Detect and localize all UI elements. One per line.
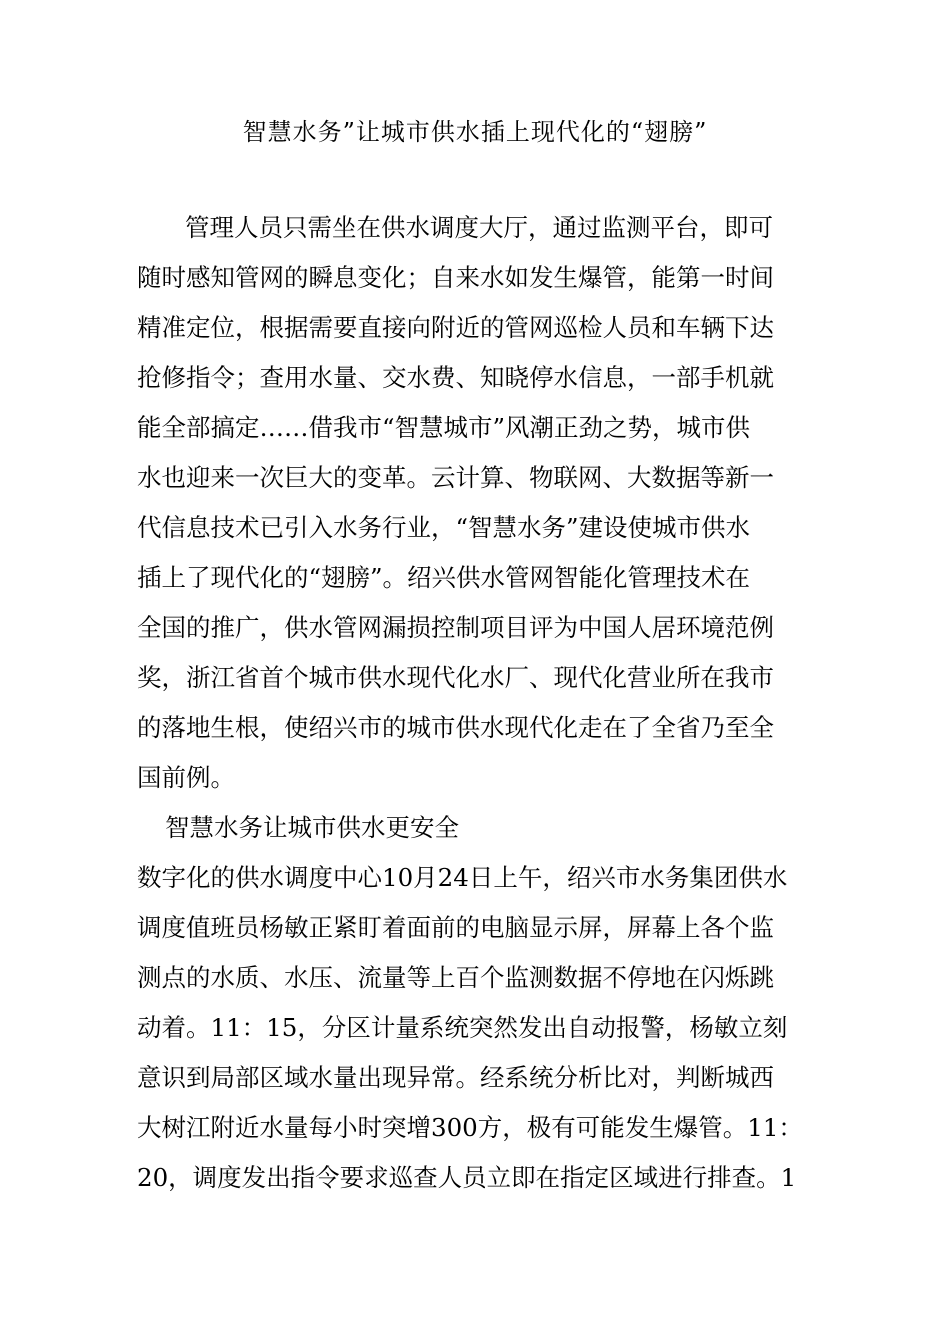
paragraph1-line: 能全部搞定……借我市“智慧城市”风潮正劲之势，城市供 (137, 413, 751, 442)
paragraph1-line: 插上了现代化的“翅膀”。绍兴供水管网智能化管理技术在 (137, 563, 751, 592)
paragraph1-line: 水也迎来一次巨大的变革。云计算、物联网、大数据等新一 (137, 463, 774, 492)
paragraph1-line: 的落地生根，使绍兴市的城市供水现代化走在了全省乃至全 (137, 713, 774, 742)
paragraph1-line: 精准定位，根据需要直接向附近的管网巡检人员和车辆下达 (137, 313, 774, 342)
paragraph1-line: 代信息技术已引入水务行业，“智慧水务”建设使城市供水 (137, 513, 751, 542)
paragraph2-line: 调度值班员杨敏正紧盯着面前的电脑显示屏，屏幕上各个监 (137, 913, 774, 942)
paragraph2-line: 测点的水质、水压、流量等上百个监测数据不停地在闪烁跳 (137, 963, 774, 992)
paragraph2-line: 意识到局部区域水量出现异常。经系统分析比对，判断城西 (137, 1063, 774, 1092)
paragraph1-line: 管理人员只需坐在供水调度大厅，通过监测平台，即可 (185, 213, 773, 242)
paragraph1-line: 全国的推广，供水管网漏损控制项目评为中国人居环境范例 (137, 613, 774, 642)
paragraph2-line: 大树江附近水量每小时突增300方，极有可能发生爆管。11： (137, 1113, 803, 1142)
paragraph2-line: 20，调度发出指令要求巡查人员立即在指定区域进行排查。1 (137, 1163, 797, 1192)
paragraph2-line: 动着。11：15，分区计量系统突然发出自动报警，杨敏立刻 (137, 1013, 788, 1042)
paragraph2-line: 数字化的供水调度中心10月24日上午，绍兴市水务集团供水 (137, 863, 788, 892)
paragraph1-line: 奖，浙江省首个城市供水现代化水厂、现代化营业所在我市 (137, 663, 774, 692)
section-subheading: 智慧水务让城市供水更安全 (165, 813, 459, 842)
paragraph1-line: 抢修指令；查用水量、交水费、知晓停水信息，一部手机就 (137, 363, 774, 392)
document-title: 智慧水务”让城市供水插上现代化的“翅膀” (242, 118, 708, 146)
paragraph1-line: 随时感知管网的瞬息变化；自来水如发生爆管，能第一时间 (137, 263, 774, 292)
paragraph1-line: 国前例。 (137, 763, 235, 792)
